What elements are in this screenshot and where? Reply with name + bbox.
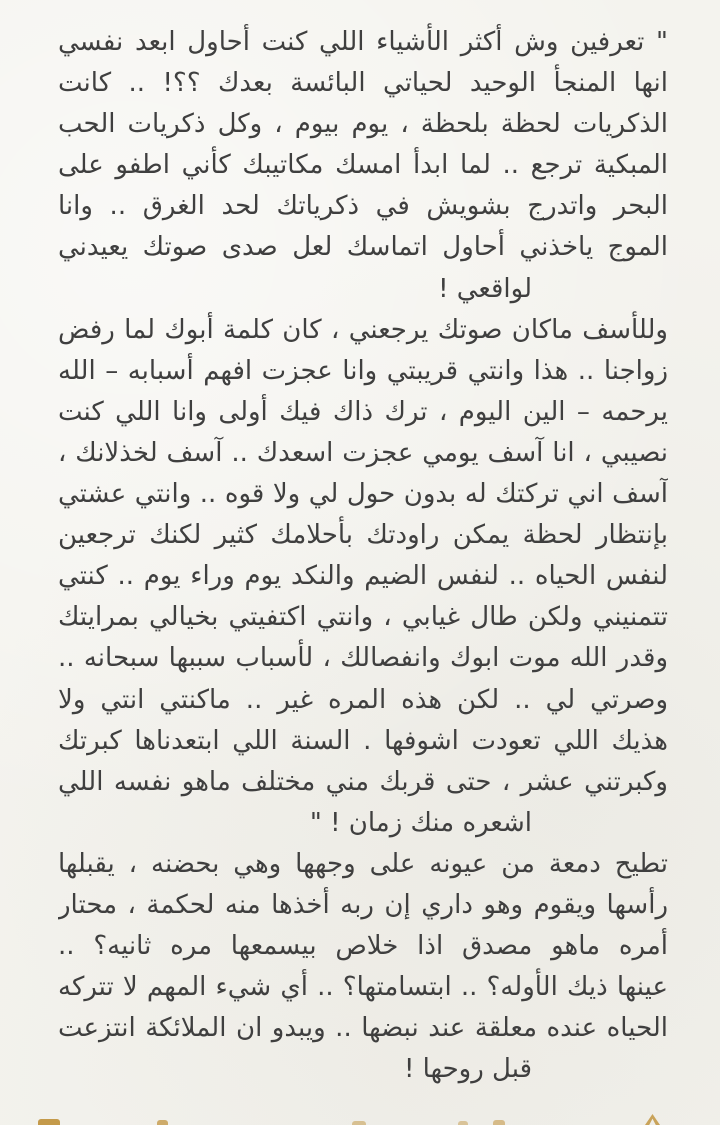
text-line: الموج ياخذني أحاول اتماسك لعل صدى صوتك يعيدني xyxy=(58,232,668,263)
text-line: " تعرفين وش أكثر الأشياء اللي كنت أحاول ابعد نفسي xyxy=(58,27,668,57)
text-line: لواقعي ! xyxy=(438,273,532,304)
gold-glyph-fragment xyxy=(157,1120,168,1125)
gold-glyph-fragment xyxy=(352,1121,366,1125)
text-line: الحياه عنده معلقة عند نبضها .. ويبدو ان الملائكة انتزعت xyxy=(58,1013,668,1044)
text-line: وقدر الله موت ابوك وانفصالك ، لأسباب سببها سبحانه .. xyxy=(58,643,668,674)
story-text xyxy=(58,22,668,1090)
clipped-gold-line xyxy=(0,1109,720,1125)
text-line: البحر واتدرج بشويش في ذكرياتك لحد الغرق .. وانا xyxy=(58,191,668,222)
gold-glyph-fragment xyxy=(645,1114,660,1125)
text-line: الذكريات لحظة بلحظة ، يوم بيوم ، وكل ذكريات الحب xyxy=(58,109,668,140)
text-line: يرحمه – الين اليوم ، ترك ذاك فيك أولى وانا اللي كنت xyxy=(58,396,668,427)
text-line: بإنتظار لحظة يمكن راودتك بأحلامك كثير لكنك ترجعين xyxy=(58,520,668,551)
text-line: وصرتي لي .. لكن هذه المره غير .. ماكنتي انتي ولا xyxy=(58,684,668,715)
text-line: آسف اني تركتك له بدون حول لي ولا قوه .. وانتي عشتي xyxy=(58,479,668,510)
text-line: هذيك اللي تعودت اشوفها . السنة اللي ابتعدناها كبرتك xyxy=(58,725,668,756)
text-line: المبكية ترجع .. لما ابدأ امسك مكاتيبك كأني اطفو على xyxy=(58,150,668,181)
text-line: نصيبي ، انا آسف يومي عجزت اسعدك .. آسف لخذلانك ، xyxy=(58,437,668,468)
text-line: زواجنا .. هذا وانتي قريبتي وانا عجزت افهم أسبابه – الله xyxy=(58,355,668,386)
text-line: اشعره منك زمان ! " xyxy=(309,807,532,838)
text-line: لنفس الحياه .. لنفس الضيم والنكد يوم وراء يوم .. كنتي xyxy=(58,561,668,592)
text-line: أمره ماهو مصدق اذا خلاص بيسمعها مره ثانيه؟ .. xyxy=(58,931,668,962)
text-line: انها المنجأ الوحيد لحياتي البائسة بعدك ؟؟! .. كانت xyxy=(58,68,668,99)
gold-glyph-fragment xyxy=(493,1120,505,1125)
text-line: وللأسف ماكان صوتك يرجعني ، كان كلمة أبوك لما رفض xyxy=(58,314,668,345)
text-line: تطيح دمعة من عيونه على وجهها وهي بحضنه ، يقبلها xyxy=(58,848,668,879)
text-line: وكبرتني عشر ، حتى قربك مني مختلف ماهو نفسه اللي xyxy=(58,766,668,797)
text-line: قبل روحها ! xyxy=(403,1054,532,1085)
gold-glyph-fragment xyxy=(458,1121,468,1125)
text-line: رأسها ويقوم وهو داري إن ربه أخذها منه لحكمة ، محتار xyxy=(58,889,668,920)
text-line: عينها ذيك الأوله؟ .. ابتسامتها؟ .. أي شيء المهم لا تتركه xyxy=(58,972,668,1003)
gold-glyph-fragment xyxy=(38,1119,60,1125)
text-line: تتمنيني ولكن طال غيابي ، وانتي اكتفيتي بخيالي بمرايتك xyxy=(58,602,668,633)
